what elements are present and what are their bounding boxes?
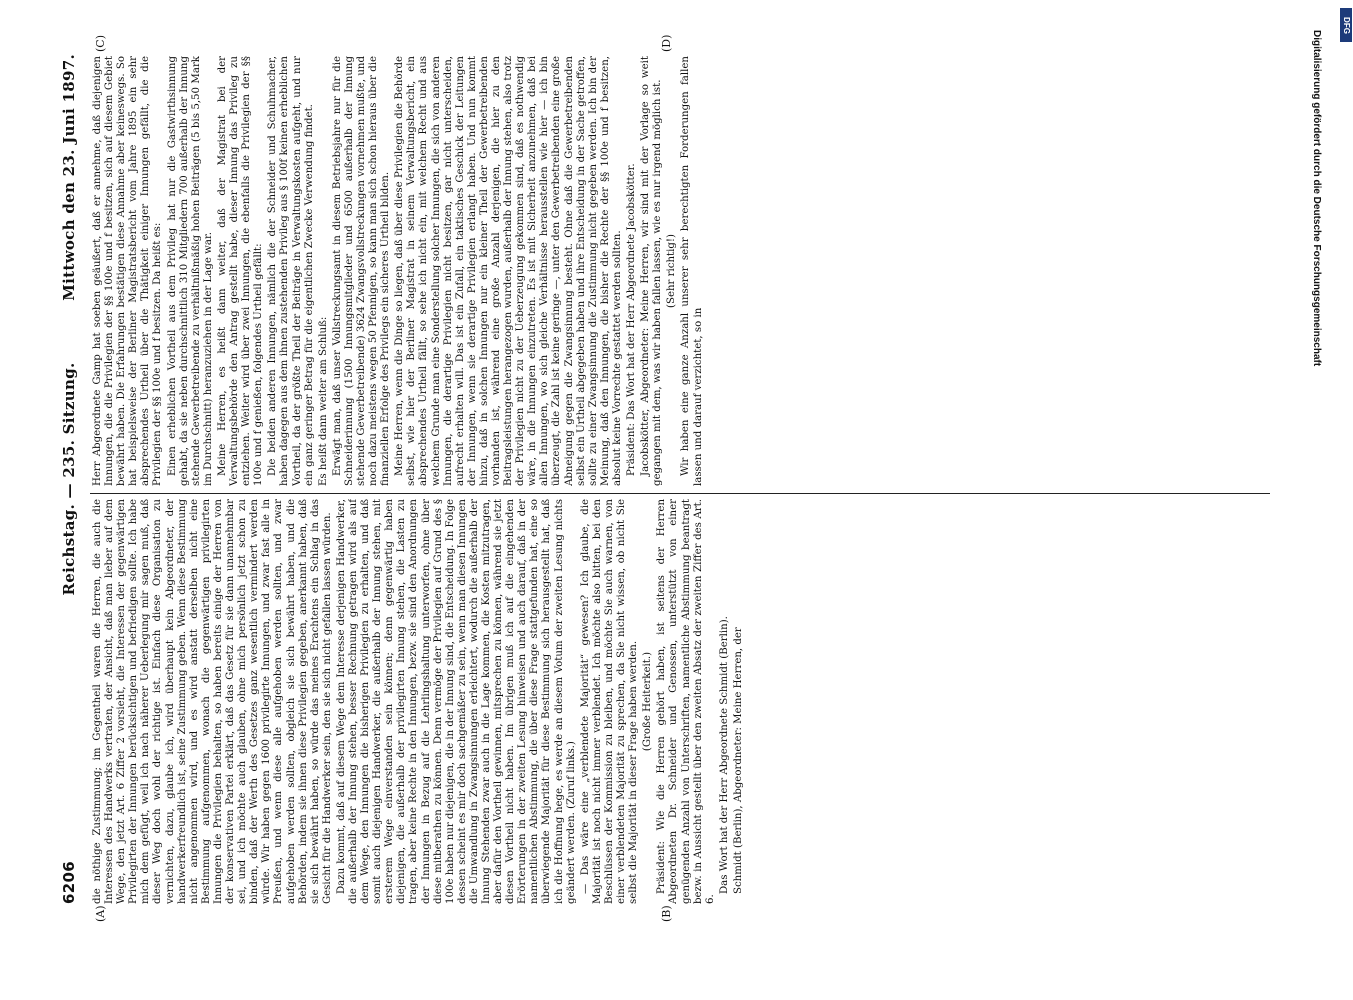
quote: Die beiden anderen Innungen, nämlich die der Schneider und Schuhmacher, haben dagegen aus dem ihnen zustehenden Privileg aus § 100f keinen erheblichen Vortheil, da der größte Theil der Beiträge in Verwaltungskosten aufgeht, und nur ein ganz geringer Betrag für die eigentlichen Zwecke Verwendung findet. [267,56,315,486]
paragraph-president: Präsident: Wie die Herren gehört haben, ist seitens der Herren Abgeordneten Dr. Schneider und Genossen, unterstützt von einer genügenden Anzahl von Unterschriften, namentliche Abstimmung beantragt bezw. in Aussicht gestellt über den zweiten Absatz der zweiten Ziffer des Art. 6. [656,499,716,904]
margin-mark-a: (A) [94,905,107,922]
digitization-text: Digitalisierung gefördert durch die Deutsche Forschungsgemeinschaft [1311,30,1322,367]
header-date: Mittwoch den 23. Juni 1897. [60,54,78,301]
paragraph-president: Präsident: Das Wort hat der Herr Abgeordnete Jacobskötter. [626,163,638,476]
paragraph: Herr Abgeordnete Gamp hat soeben geäußert, daß er annehme, daß diejenigen Innungen, die die Privilegien der §§ 100e und f besitzen, sich auf diesem Gebiet bewährt haben. Die Erfahrungen bestätigen diese Annahme aber keineswegs. So hat beispielsweise der Berliner Magistratsbericht vom Jahre 1895 ein sehr absprechendes Urtheil über die Thätigkeit einiger Innungen gefällt, die die Privilegien der §§ 100e und f besitzen. Da heißt es: [92,56,164,486]
interjection: (Sehr richtig!) [666,234,678,308]
page-number: 6206 [60,861,78,904]
paragraph: die nöthige Zustimmung; im Gegentheil waren die Herren, die auch die Interessen des Handwerks vertraten, der Ansicht, daß man lieber auf dem Wege, den jetzt Art. 6 Ziffer 2 vorsieht, die Interessen der gegenwärtigen Privilegirten der Innungen berücksichtigen und befriedigen sollte. Ich habe mich dem gefügt, weil ich nach näherer Ueberlegung mir sagen muß, daß dieser Weg doch wohl der richtige ist. Einfach diese Organisation zu vernichten, dazu, glaube ich, wird überhaupt kein Abgeordneter, der handwerkerfreundlich ist, seine Zustimmung geben. Wenn diese Bestimmung nicht angenommen wird, und es wird anstatt derselben nicht eine Bestimmung aufgenommen, wonach die gegenwärtigen privilegirten Innungen die Privilegien behalten, so haben bereits einige der Herren von der konservativen Partei erklärt, daß das Gesetz für sie dann unannehmbar sei, und ich möchte auch glauben, ohne mich persönlich jetzt schon zu binden, daß der Werth des Gesetzes ganz wesentlich vermindert werden würde. Wir haben gegen 1600 privilegirte Innungen, und zwar fast alle in Preußen, und wenn diese alle aufgehoben werden sollten, und zwar aufgehoben werden sollten, obgleich sie sich bewährt haben, und die Behörden, indem sie ihnen diese Privilegien gegeben, anerkannt haben, daß sie sich bewährt haben, so würde das meines Erachtens ein Schlag in das Gesicht für die Handwerker sein, den sie sich nicht gefallen lassen würden. [92,499,333,904]
quote: Einen erheblichen Vortheil aus dem Privileg hat nur die Gastwirthsinnung gehabt, da sie neben durchschnittlich 310 Mitgliedern 700 außerhalb der Innung stehende Gewerbetreibende zu verhältnißmäßig hohen Beiträgen (5 bis 5,50 Mark im Durchschnitt) heranzuziehen in der Lage war. [166,56,214,486]
paragraph: Meine Herren, es heißt dann weiter, daß der Magistrat bei der Verwaltungsbehörde den Antrag gestellt habe, dieser Innung das Privileg zu entziehen. Weiter wird über zwei Innungen, die ebenfalls die Privilegien der §§ 100e und f genießen, folgendes Urtheil gefällt: [216,56,265,486]
paragraph: — Das wäre eine „verblendete Majorität“ gewesen? Ich glaube, die Majorität ist noch nicht immer verblendet. Ich möchte also bitten, bei den Beschlüssen der Kommission zu bleiben, und möchte Sie auch warnen, von einer verblendeten Majorität zu sprechen, da Sie nicht wissen, ob nicht Sie selbst die Majorität in dieser Frage haben werden. [579,499,640,904]
dfg-logo-text: DFG [1341,16,1351,34]
column-divider [90,493,1270,494]
paragraph: Meine Herren, wenn die Dinge so liegen, daß über diese Privilegien die Behörde selbst, wie hier der Berliner Magistrat in seinem Verwaltungsbericht, ein absprechendes Urtheil fällt, so sehe ich nicht ein, mit welchem Recht und aus welchem Grunde man eine Sonderstellung solcher Innungen, die sich von anderen Innungen, die derartige Privilegien nicht besitzen, gar nicht unterscheiden, aufrecht erhalten will. Das ist ein Zufall, ein taktisches Geschick der Leitungen der Innungen, wenn sie derartige Privilegien erlangt haben. Und nun kommt hinzu, daß in solchen Innungen nur ein kleiner Theil der Gewerbetreibenden vorhanden ist, während eine große Anzahl derjenigen, die hier zu den Beitragsleistungen herangezogen wurden, außerhalb der Innung stehen, also trotz der Privilegien nicht zu der Ueberzeugung gekommen sind, daß es nothwendig wäre, in die Innungen einzutreten. Es ist mit Sicherheit anzunehmen, daß bei allen Innungen, wo sich gleiche Verhältnisse herausstellen wie hier — ich bin überzeugt, die Zahl ist keine geringe —, unter den Gewerbetreibenden eine große Abneigung gegen die Zwangsinnung besteht. Ohne daß die Gewerbetreibenden selbst ein Urtheil abgegeben haben und ihre Entscheidung in der Sache getroffen, sollte zu einer Zwangsinnung die Zustimmung nicht gegeben werden. Ich bin der Meinung, daß den Innungen, die bisher die Rechte der §§ 100e und f besitzen, absolut keine Vorrechte gestattet werden sollten. [394,56,623,486]
right-column [92,56,1182,486]
left-column [92,499,1182,904]
paragraph-speaker: Schmidt (Berlin), Abgeordneter: Meine Herren, der [732,627,744,894]
interjection: (Große Heiterkeit.) [642,651,654,752]
paragraph: Es heißt dann weiter am Schluß: [317,316,329,486]
margin-mark-b: (B) [660,905,673,922]
margin-mark-c: (C) [94,35,107,52]
dfg-logo [1340,8,1352,42]
paragraph: Dazu kommt, daß auf diesem Wege dem Interesse derjenigen Handwerker, die außerhalb der Innung stehen, besser Rechnung getragen wird als auf dem Wege, den Innungen die bisherigen Privilegien zu erhalten, und daß somit auch diejenigen Handwerker, die außerhalb der Innung stehen, mit ersterem Wege einverstanden sein können; denn gegenwärtig haben diejenigen, die außerhalb der privilegirten Innung stehen, die Lasten zu tragen, aber keine Rechte in den Innungen, bezw. sie sind den Anordnungen der Innungen in Bezug auf die Lehrlingshaltung unterworfen, ohne über diese mitberathen zu können. Denn vermöge der Privilegien auf Grund des § 100e haben nur diejenigen, die in der Innung sind, die Entscheidung. In Folge dessen scheint es mir doch sachgemäßer zu sein, wenn man diesen Innungen die Umwandlung in Zwangsinnungen erleichtert, wodurch die außerhalb der Innung Stehenden zwar auch in die Lage kommen, die Kosten mitzutragen, aber dafür den Vortheil gewinnen, mitsprechen zu können, während sie jetzt diesen Vortheil nicht haben. Im übrigen muß ich auf die eingehenden Erörterungen in der zweiten Lesung hinweisen und auch darauf, daß in der namentlichen Abstimmung, die über diese Frage stattgefunden hat, eine so überwiegende Majorität für diese Bestimmung sich herausgestellt hat, daß ich die Hoffnung hege, es werde an diesem Votum der zweiten Lesung nichts geändert werden. (Zuruf links.) [335,499,577,904]
margin-mark-d: (D) [660,34,673,52]
digitization-note [1310,30,1324,930]
paragraph-speaker: Jacobskötter, Abgeordneter: Meine Herren, wir sind mit der Vorlage so weit gegangen mit dem, was wir haben fallen lassen, wie es nur irgend möglich ist. [640,56,664,486]
paragraph: Das Wort hat der Herr Abgeordnete Schmidt (Berlin). [718,616,730,894]
quote: Erwägt man, daß unser Vollstreckungsamt in diesem Betriebsjahre nur für die Schneiderinnung (1500 Innungsmitglieder und 6500 außerhalb der Innung stehende Gewerbetreibende) 3624 Zwangsvollstreckungen vornehmen mußte, und noch dazu meistens wegen 50 Pfennigen, so kann man sich schon hieraus über die finanziellen Erfolge des Privilegs ein sicheres Urtheil bilden. [331,56,392,486]
running-header [58,54,80,904]
header-session: Reichstag. — 235. Sitzung. [60,362,78,596]
paragraph: Wir haben eine ganze Anzahl unserer sehr berechtigten Forderungen fallen lassen und darauf verzichtet, so in [680,56,704,486]
